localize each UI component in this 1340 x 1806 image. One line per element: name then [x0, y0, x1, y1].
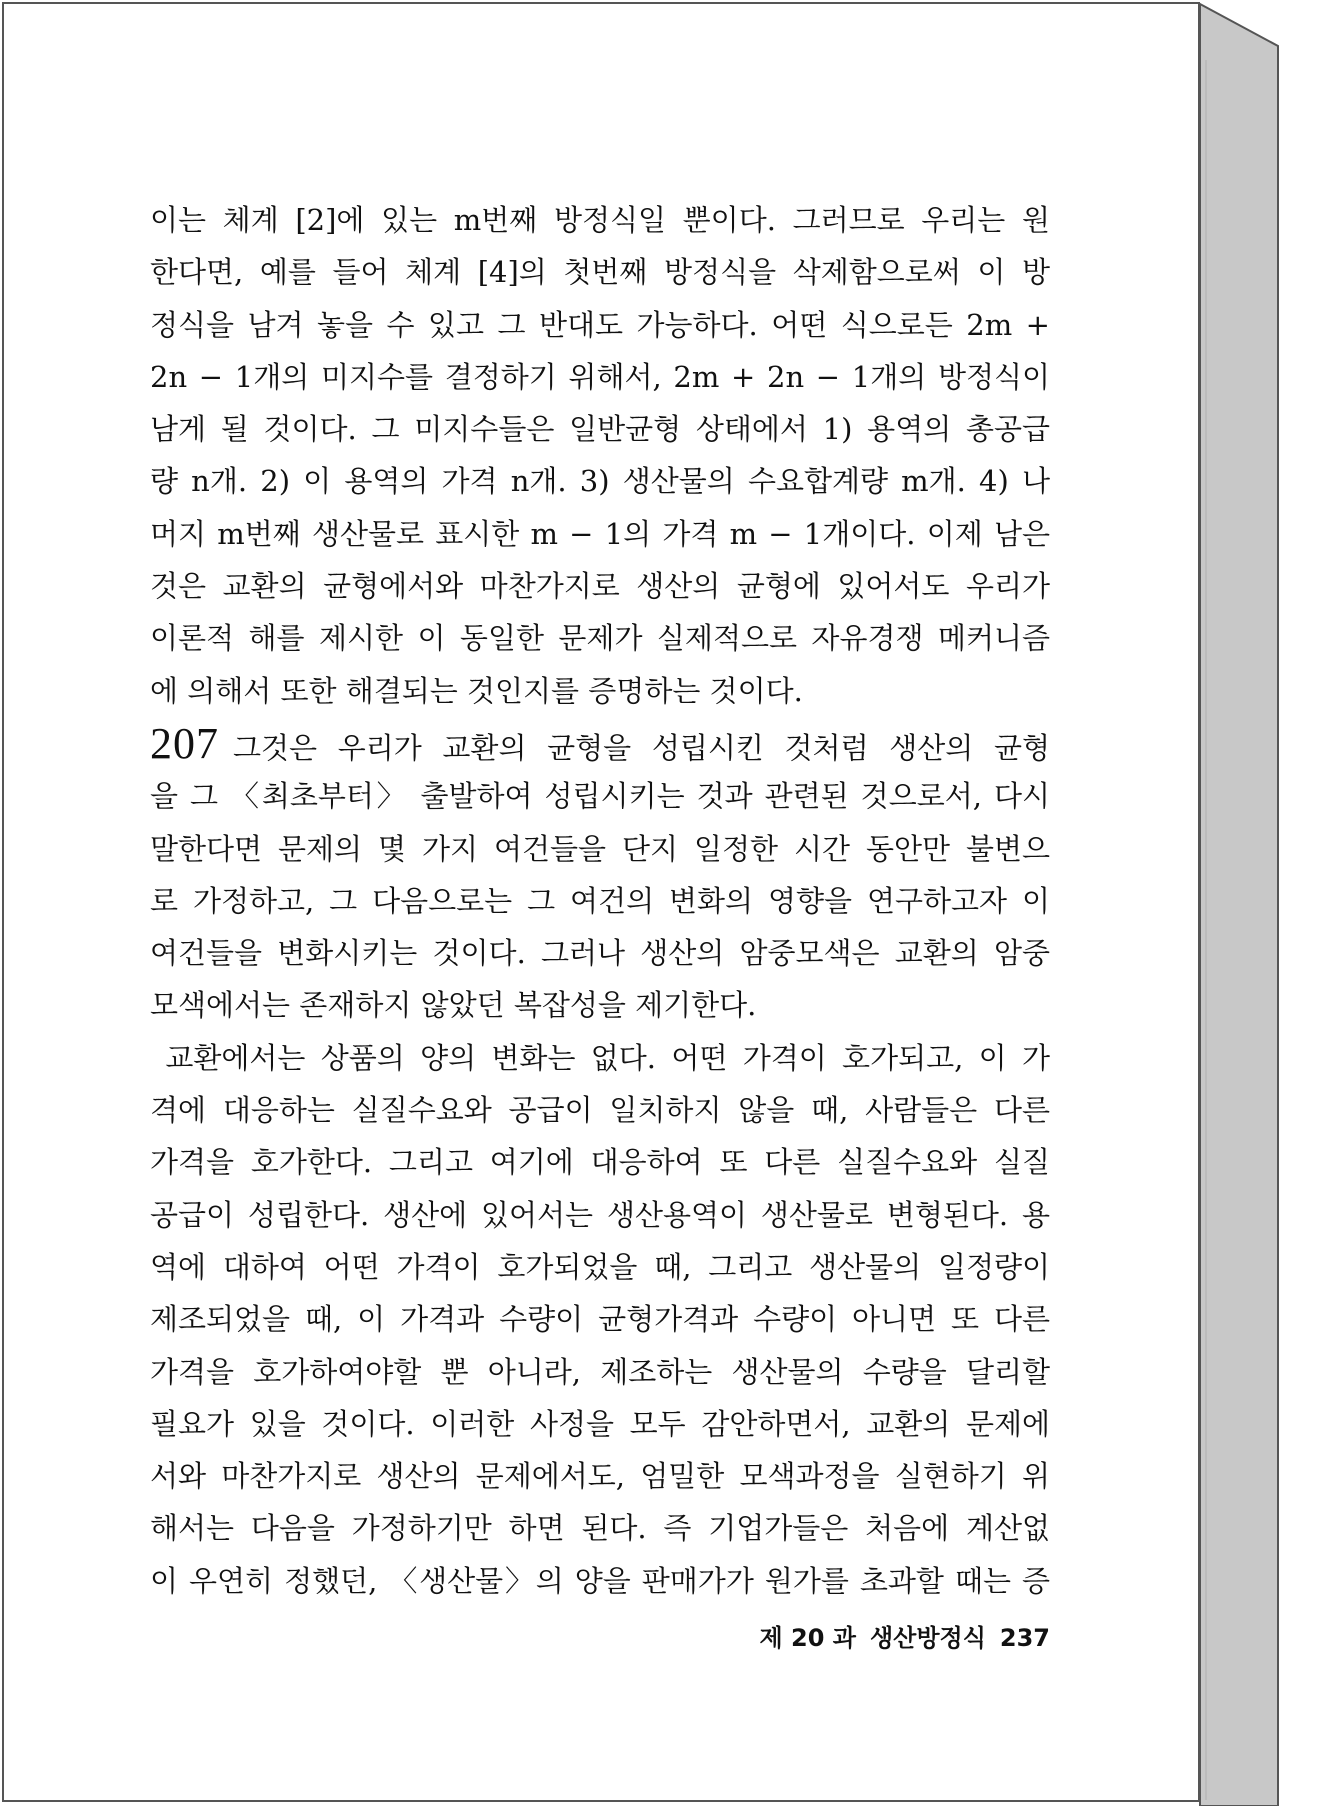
text-line: 말한다면 문제의 몇 가지 여건들을 단지 일정한 시간 동안만 불변으: [150, 831, 1050, 866]
text-line: 가격을 호가하여야할 뿐 아니라, 제조하는 생산물의 수량을 달리할: [150, 1354, 1050, 1389]
text-line: 공급이 성립한다. 생산에 있어서는 생산용역이 생산물로 변형된다. 용: [150, 1197, 1050, 1232]
text-line: 이 우연히 정했던, 〈생산물〉의 양을 판매가가 원가를 초과할 때는 증: [150, 1563, 1050, 1598]
text-line: 한다면, 예를 들어 체계 [4]의 첫번째 방정식을 삭제함으로써 이 방: [150, 255, 1050, 290]
text-line: 량 n개. 2) 이 용역의 가격 n개. 3) 생산물의 수요합계량 m개. 4) 나: [150, 464, 1050, 499]
text-line: 해서는 다음을 가정하기만 하면 된다. 즉 기업가들은 처음에 계산없: [150, 1511, 1050, 1546]
footer-chapter: 제 20 과: [759, 1624, 856, 1652]
text-line: 로 가정하고, 그 다음으로는 그 여건의 변화의 영향을 연구하고자 이: [150, 883, 1050, 918]
text-line: 2n − 1개의 미지수를 결정하기 위해서, 2m + 2n − 1개의 방정식이: [150, 359, 1050, 394]
text-line: 교환에서는 상품의 양의 변화는 없다. 어떤 가격이 호가되고, 이 가: [150, 1040, 1050, 1075]
footer-title: 생산방정식: [869, 1624, 986, 1652]
text-line: 이는 체계 [2]에 있는 m번째 방정식일 뿐이다. 그러므로 우리는 원: [150, 203, 1050, 237]
text-line: 머지 m번째 생산물로 표시한 m − 1의 가격 m − 1개이다. 이제 남은: [150, 516, 1050, 551]
text-line: 격에 대응하는 실질수요와 공급이 일치하지 않을 때, 사람들은 다른: [150, 1093, 1050, 1128]
section-207: [150, 718, 1050, 1607]
text-line: 제조되었을 때, 이 가격과 수량이 균형가격과 수량이 아니면 또 다른: [150, 1302, 1050, 1337]
text-line: 그것은 우리가 교환의 균형을 성립시킨 것처럼 생산의 균형: [233, 731, 1050, 765]
text-line: 모색에서는 존재하지 않았던 복잡성을 제기한다.: [150, 988, 757, 1023]
text-line: 에 의해서 또한 해결되는 것인지를 증명하는 것이다.: [150, 673, 803, 708]
text-line: 남게 될 것이다. 그 미지수들은 일반균형 상태에서 1) 용역의 총공급: [150, 412, 1050, 447]
paragraph-continued: [150, 194, 1050, 717]
page-number: 237: [999, 1624, 1050, 1652]
text-line: 가격을 호가한다. 그리고 여기에 대응하여 또 다른 실질수요와 실질: [150, 1145, 1050, 1180]
section-first-line: [150, 718, 1050, 770]
running-footer: [720, 1618, 1050, 1653]
text-line: 여건들을 변화시키는 것이다. 그러나 생산의 암중모색은 교환의 암중: [150, 936, 1050, 971]
text-line: 이론적 해를 제시한 이 동일한 문제가 실제적으로 자유경쟁 메커니즘: [150, 621, 1050, 656]
text-line: 필요가 있을 것이다. 이러한 사정을 모두 감안하면서, 교환의 문제에: [150, 1406, 1050, 1441]
text-line: 역에 대하여 어떤 가격이 호가되었을 때, 그리고 생산물의 일정량이: [150, 1249, 1050, 1284]
section-number: 207: [150, 719, 219, 768]
text-line: 것은 교환의 균형에서와 마찬가지로 생산의 균형에 있어서도 우리가: [150, 569, 1050, 604]
text-line: 서와 마찬가지로 생산의 문제에서도, 엄밀한 모색과정을 실현하기 위: [150, 1459, 1050, 1494]
text-line: 을 그 〈최초부터〉 출발하여 성립시키는 것과 관련된 것으로서, 다시: [150, 779, 1050, 814]
text-line: 정식을 남겨 놓을 수 있고 그 반대도 가능하다. 어떤 식으로든 2m +: [150, 307, 1050, 342]
